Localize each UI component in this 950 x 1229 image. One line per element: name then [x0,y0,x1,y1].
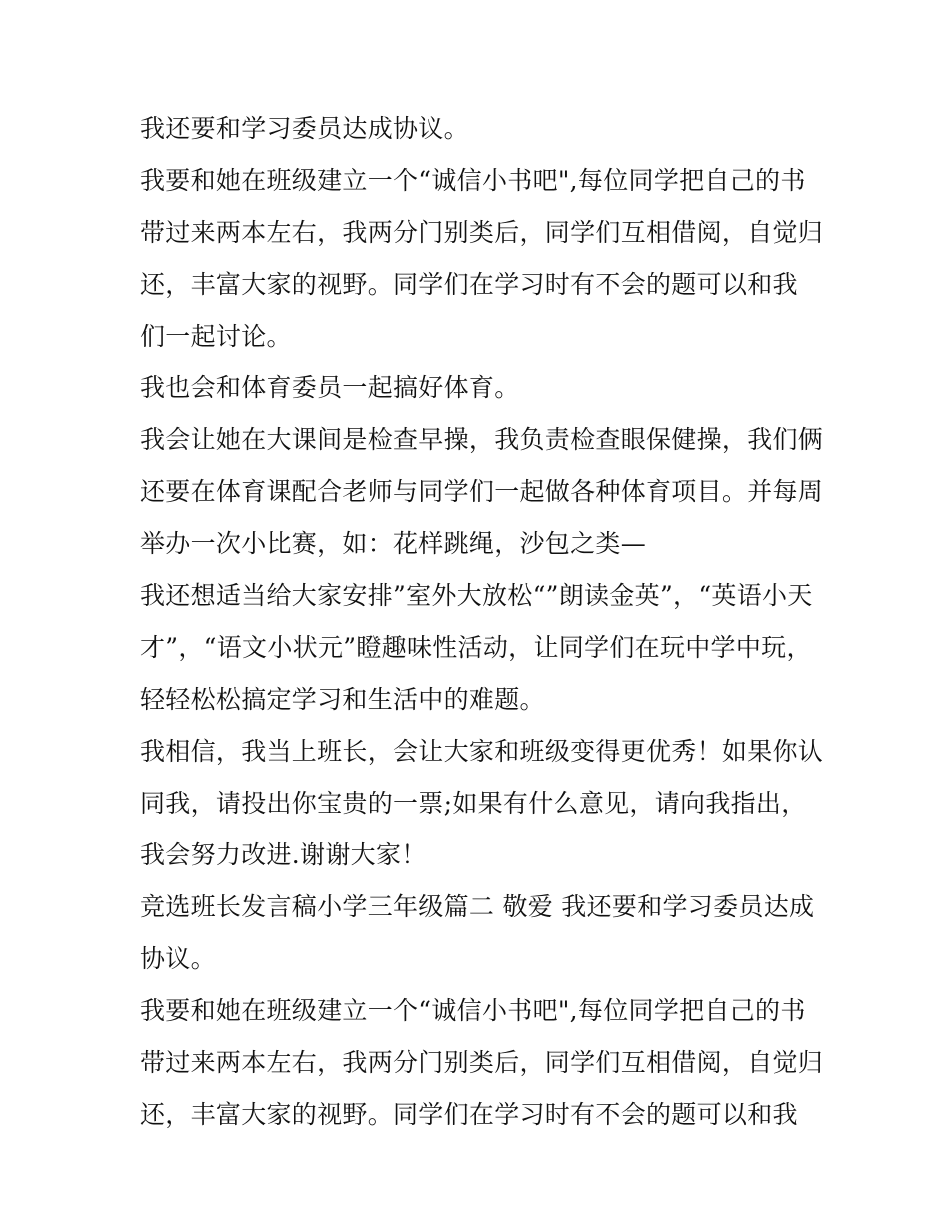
text-line: 我会让她在大课间是检查早操，我负责检查眼保健操，我们俩 [140,425,824,455]
body-text [140,103,830,1141]
text-line: 还，丰富大家的视野。同学们在学习时有不会的题可以和我 [140,1099,798,1129]
section-heading-line: 竞选班长发言稿小学三年级篇二 敬爱 我还要和学习委员达成 [140,892,815,922]
text-line: 轻轻松松搞定学习和生活中的难题。 [140,684,545,714]
text-line: 同我，请投出你宝贵的一票;如果有什么意见，请向我指出， [140,788,807,818]
text-line: 还要在体育课配合老师与同学们一起做各种体育项目。并每周 [140,477,824,507]
text-line: 协议。 [140,944,216,974]
text-line: 我也会和体育委员一起搞好体育。 [140,373,520,403]
text-line: 才”，“语文小状元”瞪趣味性活动，让同学们在玩中学中玩， [140,632,812,662]
text-line: 我相信，我当上班长，会让大家和班级变得更优秀！如果你认 [140,736,824,766]
text-line: 我会努力改进.谢谢大家！ [140,840,427,870]
text-line: 我要和她在班级建立一个“诚信小书吧",每位同学把自己的书 [140,996,806,1026]
text-line: 带过来两本左右，我两分门别类后，同学们互相借阅，自觉归 [140,1048,824,1078]
text-line: 我还要和学习委员达成协议。 [140,114,469,143]
text-line: 我还想适当给大家安排”室外大放松“”朗读金英”，“英语小天 [140,581,813,611]
text-line: 带过来两本左右，我两分门别类后，同学们互相借阅，自觉归 [140,217,824,247]
text-line: 我要和她在班级建立一个“诚信小书吧",每位同学把自己的书 [140,165,806,195]
text-line: 举办一次小比赛，如：花样跳绳，沙包之类— [140,529,647,559]
text-line: 还，丰富大家的视野。同学们在学习时有不会的题可以和我 [140,269,798,299]
text-line: 们一起讨论。 [140,321,292,351]
